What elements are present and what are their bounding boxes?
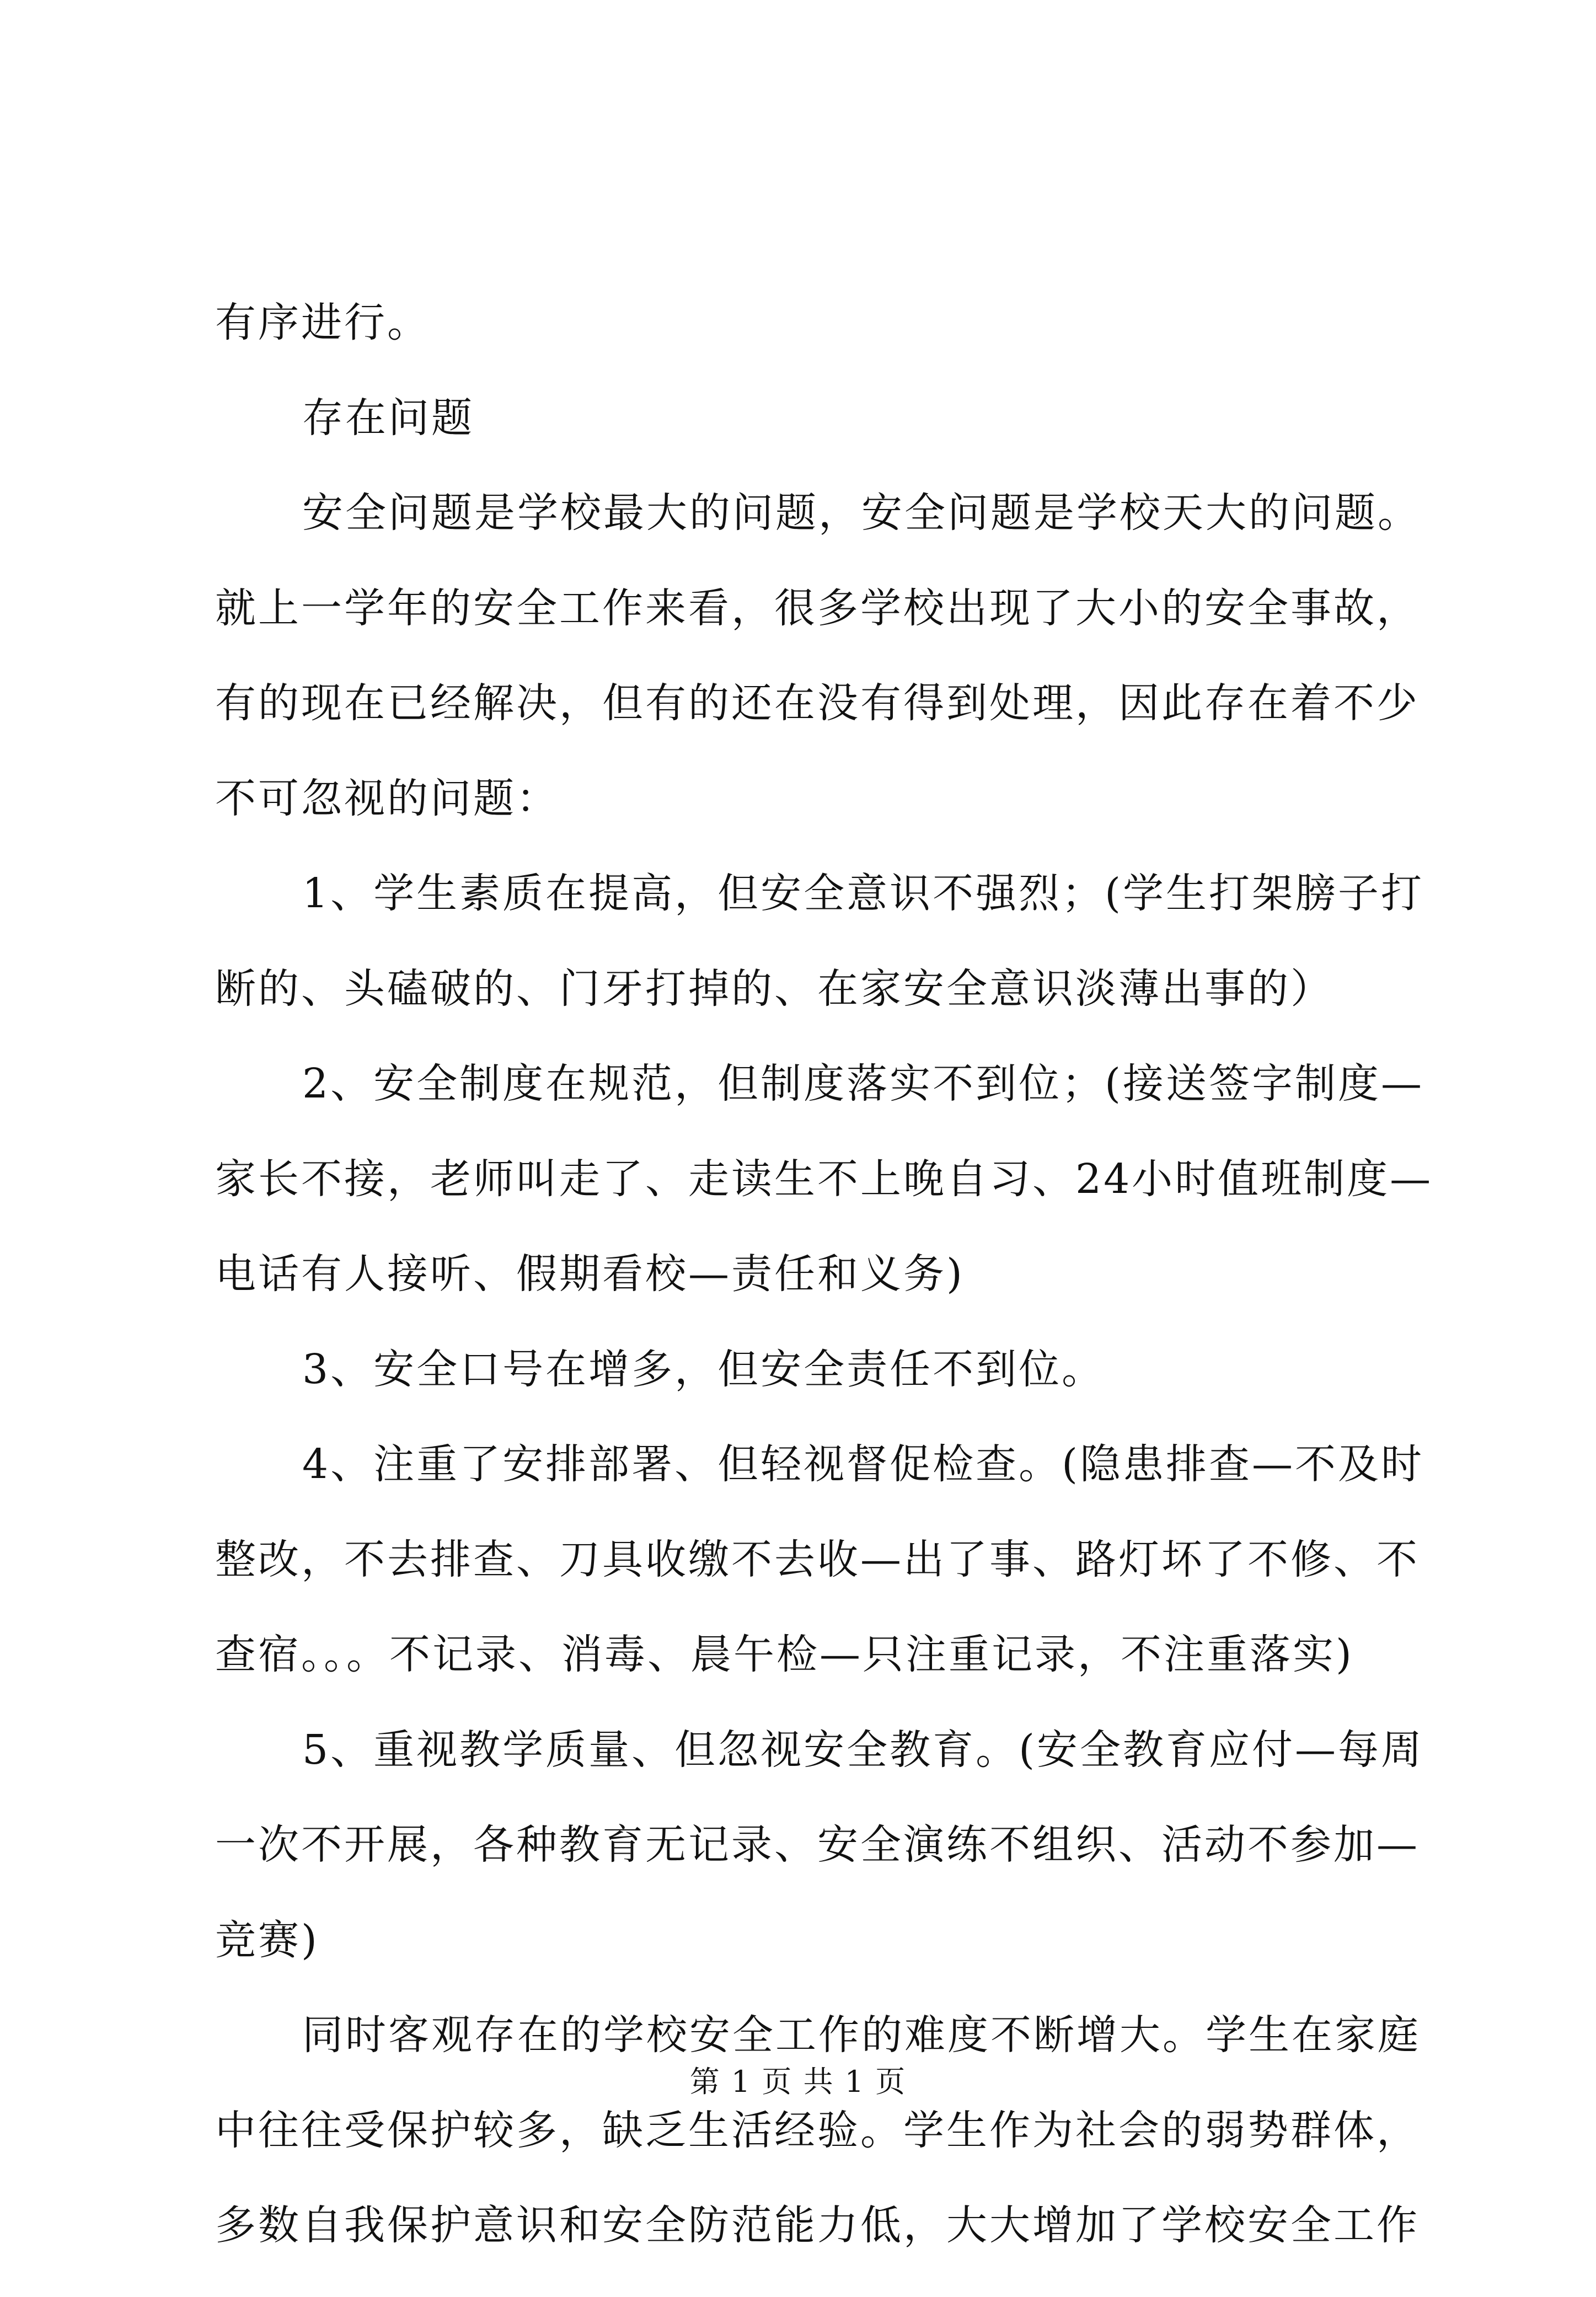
text-line: 一次不开展，各种教育无记录、安全演练不组织、活动不参加— (215, 1821, 1420, 1868)
list-item: 1、学生素质在提高，但安全意识不强烈；(学生打架膀子打 (302, 870, 1424, 917)
list-item: 2、安全制度在规范，但制度落实不到位；(接送签字制度— (302, 1060, 1424, 1107)
text-line: 多数自我保护意识和安全防范能力低，大大增加了学校安全工作 (215, 2202, 1420, 2249)
page-footer: 第 1 页 共 1 页 (689, 2064, 907, 2099)
list-item: 3、安全口号在增多，但安全责任不到位。 (302, 1345, 1105, 1393)
list-item: 4、注重了安排部署、但轻视督促检查。(隐患排查—不及时 (302, 1441, 1424, 1488)
text-line: 中往往受保护较多，缺乏生活经验。学生作为社会的弱势群体， (215, 2106, 1420, 2154)
text-line: 安全问题是学校最大的问题，安全问题是学校天大的问题。 (302, 489, 1421, 537)
text-line: 断的、头磕破的、门牙打掉的、在家安全意识淡薄出事的） (215, 965, 1333, 1013)
list-item: 5、重视教学质量、但忽视安全教育。(安全教育应付—每周 (302, 1726, 1424, 1774)
text-line: 竞赛) (215, 1916, 319, 1964)
text-line: 整改，不去排查、刀具收缴不去收—出了事、路灯坏了不修、不 (215, 1535, 1420, 1583)
document-body (215, 299, 1433, 2297)
text-line: 就上一学年的安全工作来看，很多学校出现了大小的安全事故， (215, 584, 1420, 632)
text-line: 查宿。。。不记录、消毒、晨午检—只注重记录，不注重落实) (215, 1631, 1354, 1678)
text-line: 不可忽视的问题： (215, 774, 559, 822)
text-line: 电话有人接听、假期看校—责任和义务) (215, 1250, 965, 1298)
section-heading: 存在问题 (302, 394, 474, 442)
text-line: 家长不接，老师叫走了、走读生不上晚自习、24小时值班制度— (215, 1155, 1433, 1203)
text-line: 有序进行。 (215, 299, 430, 346)
text-line: 同时客观存在的学校安全工作的难度不断增大。学生在家庭 (302, 2011, 1421, 2059)
text-line: 有的现在已经解决，但有的还在没有得到处理，因此存在着不少 (215, 679, 1420, 727)
